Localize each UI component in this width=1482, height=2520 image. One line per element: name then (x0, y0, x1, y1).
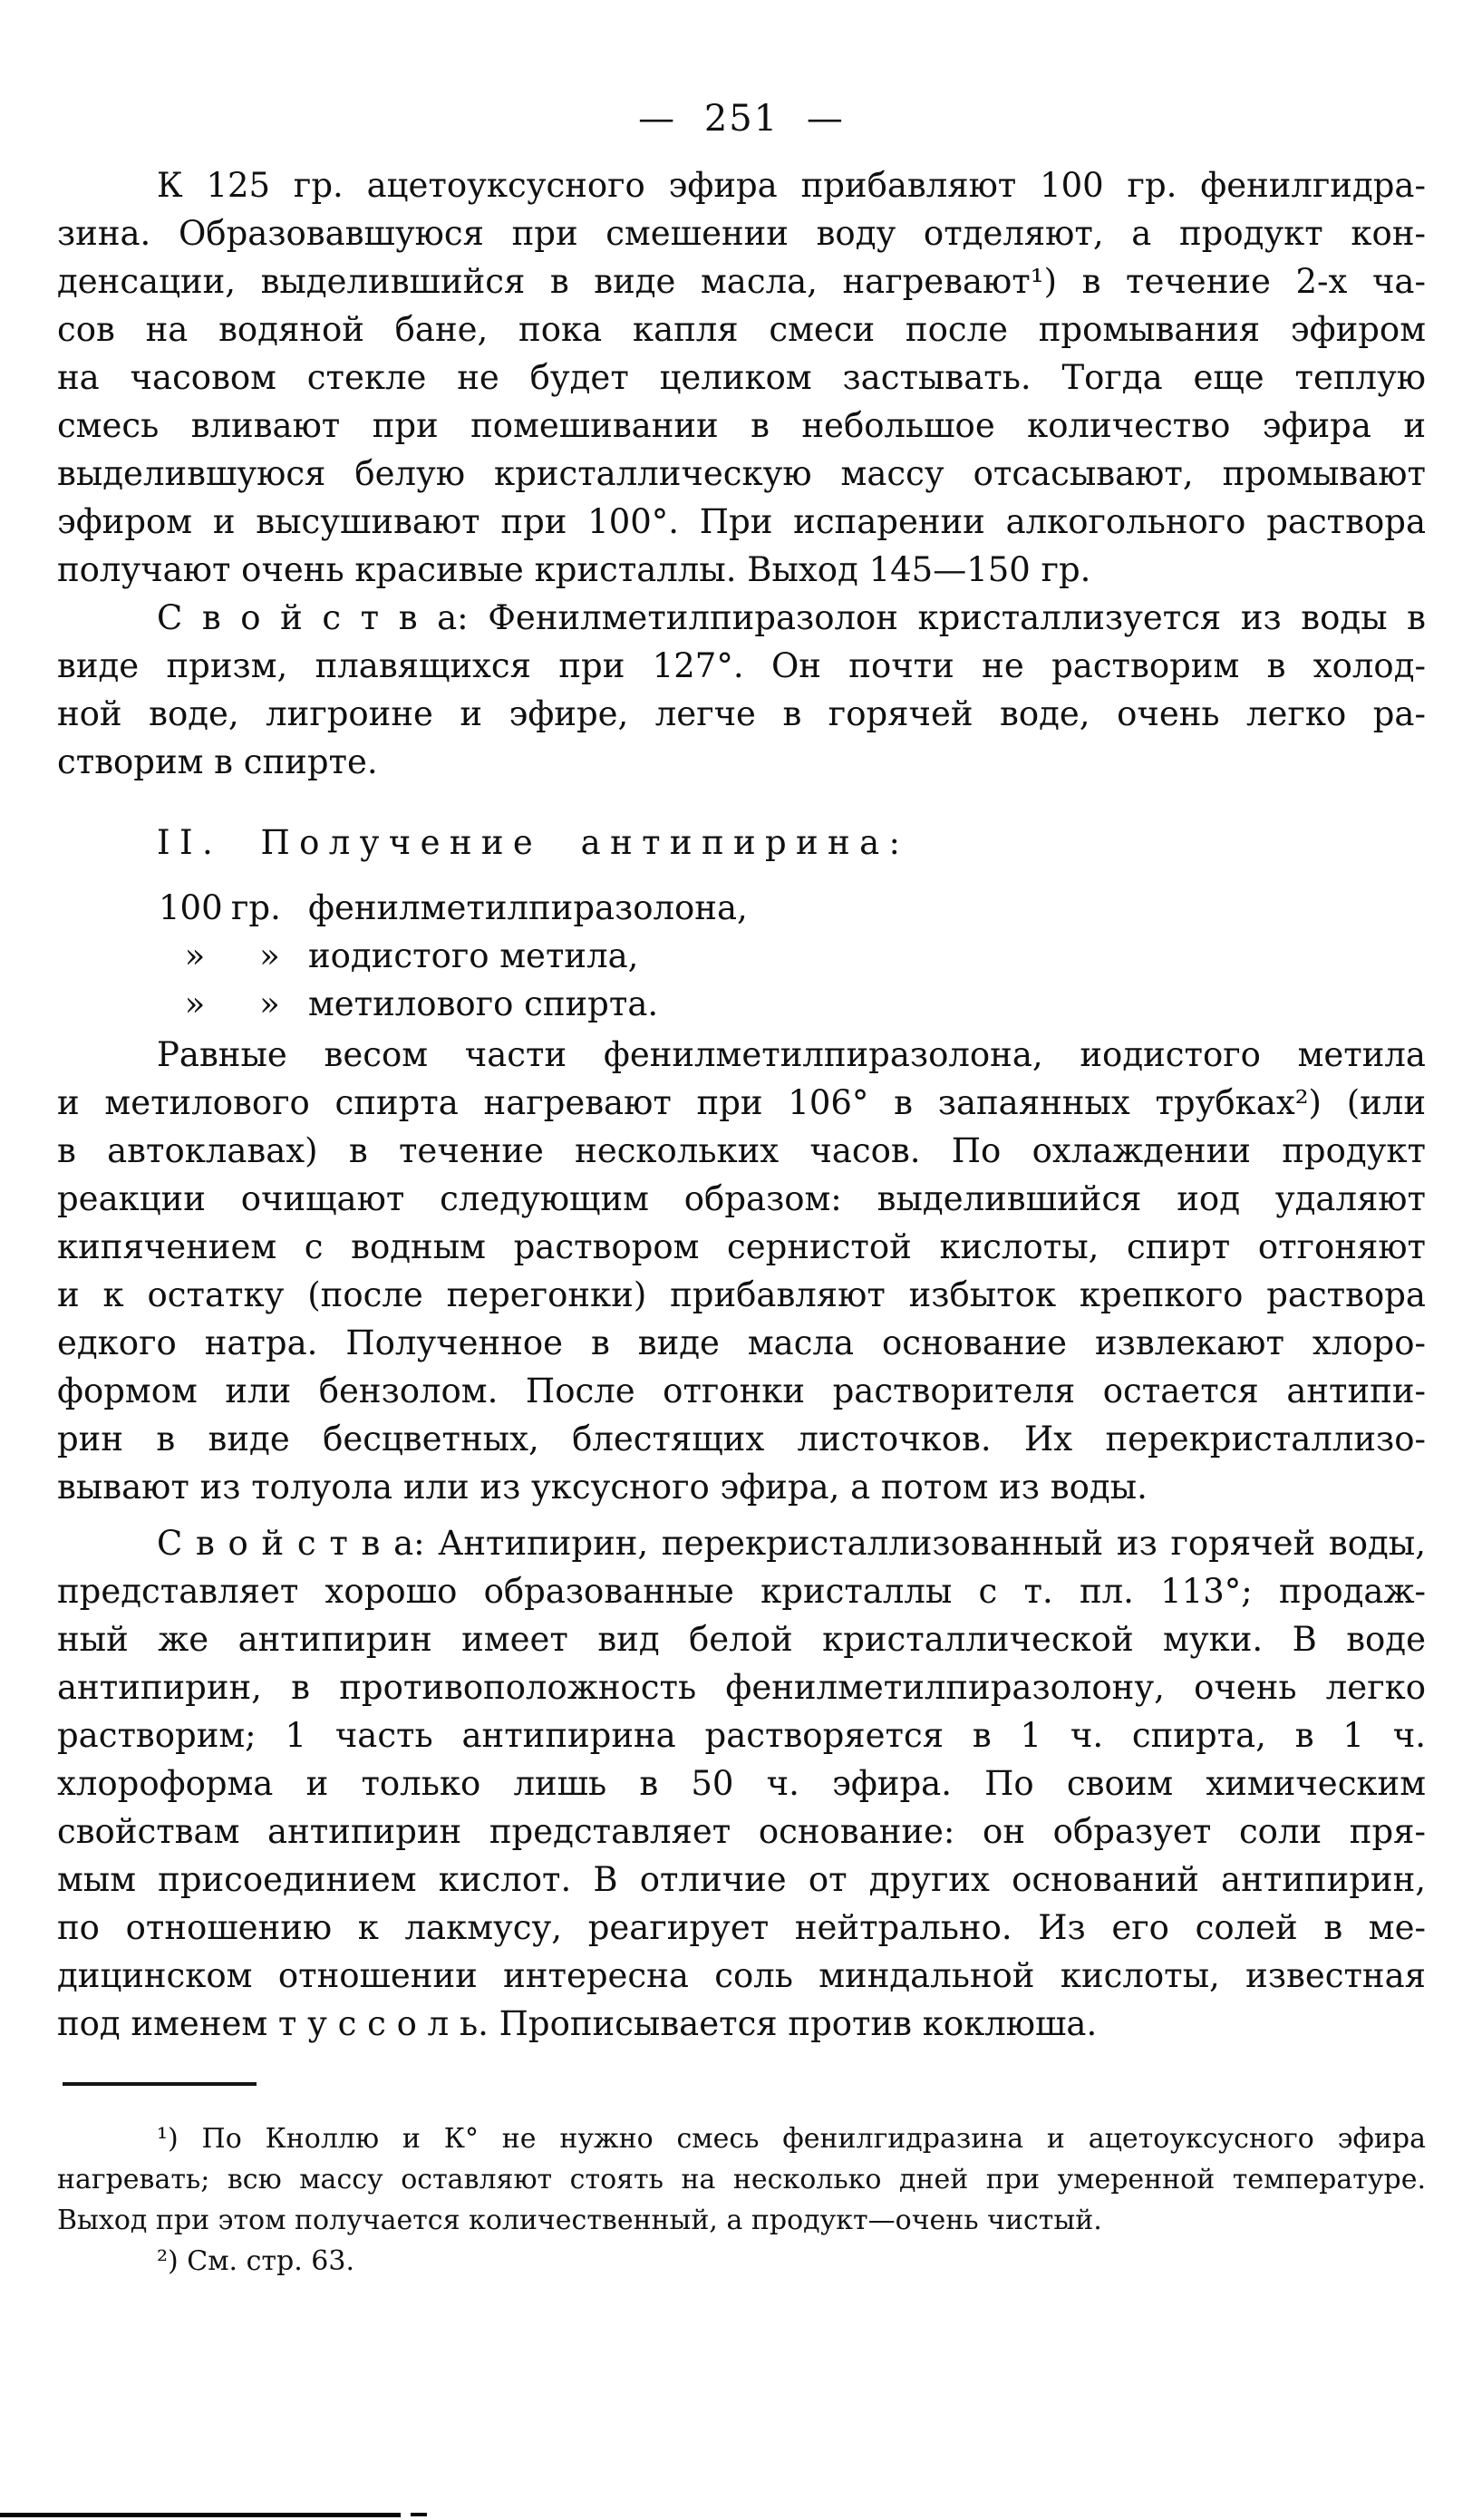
list-quantity: 100 (159, 888, 223, 927)
list-item (159, 980, 1426, 1028)
list-substance: иодистого метила, (308, 936, 639, 975)
text-line: эфиром и высушивают при 100°. При испарении алкогольного раствора (57, 502, 1426, 541)
ditto-mark: » (184, 936, 206, 975)
text-line: мым присоединием кислот. В отличие от других оснований антипирин, (57, 1860, 1426, 1899)
text-line: представляет хорошо образованные кристаллы с т. пл. 113°; продаж- (57, 1572, 1426, 1611)
text-line: антипирин, в противоположность фенилметилпиразолону, очень легко (57, 1668, 1426, 1707)
text-line: на часовом стекле не будет целиком застывать. Тогда еще теплую (57, 358, 1426, 397)
text-line: вывают из толуола или из уксусного эфира, а потом из воды. (57, 1468, 1148, 1507)
list-item (159, 884, 1426, 932)
text-line: рин в виде бесцветных, блестящих листочков. Их перекристаллизо- (57, 1420, 1426, 1459)
footnote-line: Выход при этом получается количественный, а продукт—очень чистый. (57, 2205, 1102, 2236)
list-substance: метилового спирта. (308, 984, 659, 1023)
text-line: ной воде, лигроине и эфире, легче в горячей воде, очень легко ра- (57, 694, 1426, 733)
text-line: хлороформа и только лишь в 50 ч. эфира. По своим химическим (57, 1764, 1426, 1803)
paragraph-preparation (57, 161, 1426, 594)
text-line: свойствам антипирин представляет основание: он образует соли пря- (57, 1812, 1426, 1851)
ditto-mark: » (184, 984, 206, 1023)
footnote-line: нагревать; всю массу оставляют стоять на несколько дней при умеренной температуре. (57, 2164, 1426, 2195)
text-line: виде призм, плавящихся при 127°. Он почти не растворим в холод- (57, 646, 1426, 685)
footnote-1 (57, 2118, 1426, 2241)
text-line: ный же антипирин имеет вид белой кристаллической муки. В воде (57, 1620, 1426, 1659)
ingredients-list (57, 884, 1426, 1028)
text-line: зина. Образовавшуюся при смешении воду отделяют, а продукт кон- (57, 214, 1426, 253)
text-line: реакции очищают следующим образом: выделившийся иод удаляют (57, 1179, 1426, 1218)
text-line: по отношению к лакмусу, реагирует нейтрально. Из его солей в ме- (57, 1908, 1426, 1947)
section-heading: II. Получение антипирина: (157, 823, 910, 862)
text-line: денсации, выделившийся в виде масла, нагревают¹) в течение 2-х ча- (57, 262, 1426, 301)
scan-artifact-line (0, 2513, 401, 2517)
footnotes (57, 2118, 1426, 2282)
paragraph-properties-antipyrine (57, 1519, 1426, 2048)
text-line: и метилового спирта нагревают при 106° в запаянных трубках²) (или (57, 1083, 1426, 1122)
text-line: створим в спирте. (57, 742, 378, 781)
paragraph-purification (57, 1031, 1426, 1511)
text-line: дицинском отношении интересна соль миндальной кислоты, известная (57, 1956, 1426, 1995)
text-line: С в о й с т в а: Фенилметилпиразолон кристаллизуется из воды в (157, 598, 1426, 637)
footnote-line: ²) См. стр. 63. (157, 2245, 355, 2277)
text-line: получают очень красивые кристаллы. Выход 145—150 гр. (57, 550, 1091, 589)
text-line: формом или бензолом. После отгонки растворителя остается антипи- (57, 1371, 1426, 1410)
ditto-mark: » (259, 936, 280, 975)
list-substance: фенилметилпиразолона, (308, 888, 748, 927)
scan-artifact-dot (411, 2513, 427, 2516)
text-line: растворим; 1 часть антипирина растворяется в 1 ч. спирта, в 1 ч. (57, 1716, 1426, 1755)
list-item (159, 932, 1426, 980)
ditto-mark: » (259, 984, 280, 1023)
text-line: С в о й с т в а: Антипирин, перекристаллизованный из горячей воды, (157, 1524, 1426, 1563)
text-line: К 125 гр. ацетоуксусного эфира прибавляют 100 гр. фенилгидра- (157, 166, 1426, 205)
text-line: кипячением с водным раствором сернистой кислоты, спирт отгоняют (57, 1227, 1426, 1266)
text-line: Равные весом части фенилметилпиразолона, иодистого метила (157, 1035, 1426, 1074)
text-line: выделившуюся белую кристаллическую массу отсасывают, промывают (57, 454, 1426, 493)
footnote-2 (57, 2241, 1426, 2282)
text-line: сов на водяной бане, пока капля смеси после промывания эфиром (57, 310, 1426, 349)
footnote-separator (63, 2082, 257, 2086)
text-line: под именем т у с с о л ь. Прописывается против коклюша. (57, 2004, 1098, 2043)
text-line: в автоклавах) в течение нескольких часов. По охлаждении продукт (57, 1131, 1426, 1170)
footnote-line: ¹) По Кноллю и К° не нужно смесь фенилгидразина и ацетоуксусного эфира (157, 2123, 1426, 2155)
text-line: едкого натра. Полученное в виде масла основание извлекают хлоро- (57, 1323, 1426, 1362)
text-line: смесь вливают при помешивании в небольшое количество эфира и (57, 406, 1426, 445)
list-unit: гр. (231, 888, 281, 927)
page-number: — 251 — (638, 98, 845, 140)
paragraph-properties-pyrazolone (57, 594, 1426, 786)
text-line: и к остатку (после перегонки) прибавляют избыток крепкого раствора (57, 1275, 1426, 1314)
